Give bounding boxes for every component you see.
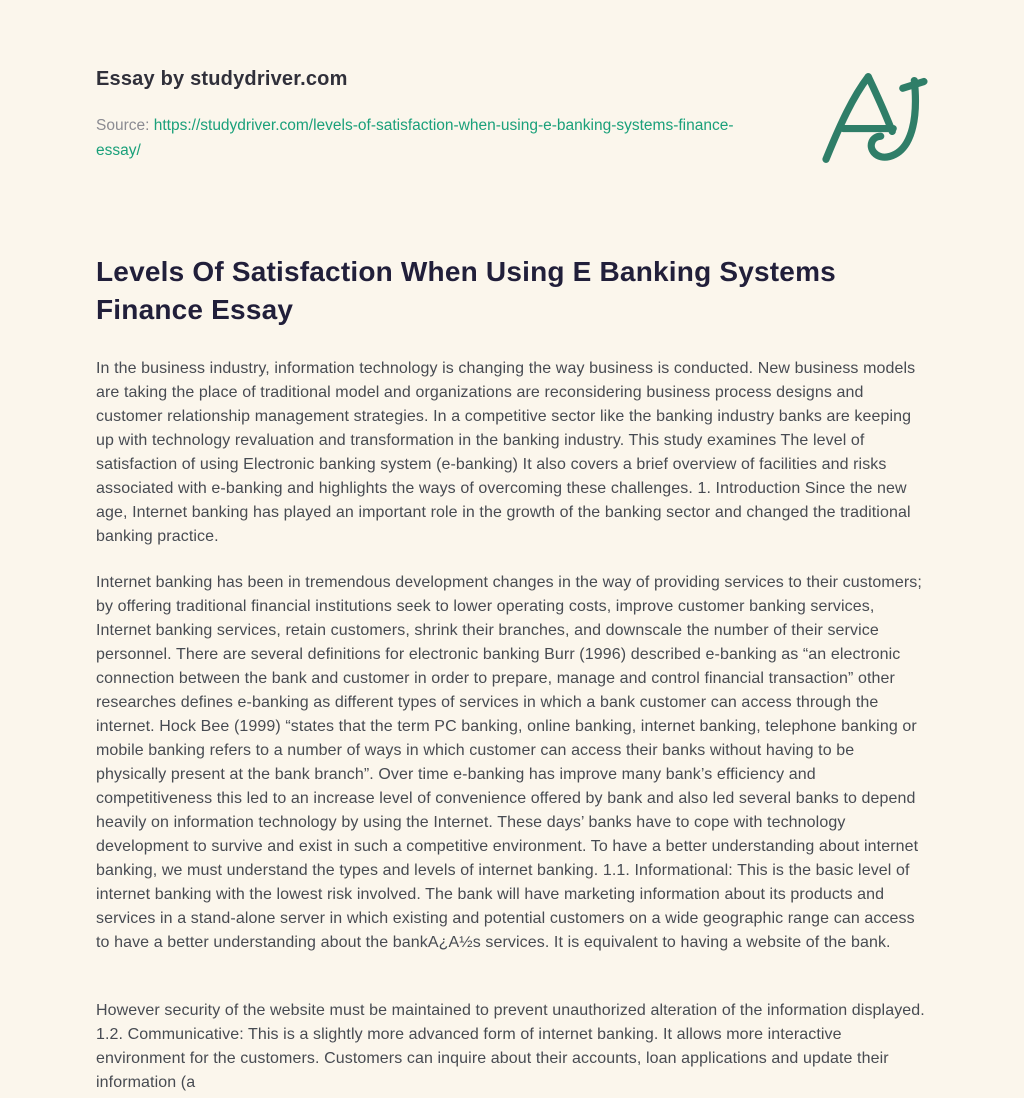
- essay-main: [96, 253, 928, 1095]
- source-link[interactable]: https://studydriver.com/levels-of-satisfaction-when-using-e-banking-systems-finance-essay/: [96, 117, 734, 160]
- header: [96, 0, 928, 163]
- source-line: [96, 113, 741, 163]
- studydriver-logo: [820, 70, 928, 166]
- essay-paragraph: In the business industry, information technology is changing the way business is conducted. New business models are taking the place of traditional model and organizations are reconsidering business process designs and customer relationship management strategies. In a competitive sector like the banking industry banks are keeping up with technology revaluation and transformation in the banking industry. This study examines The level of satisfaction of using Electronic banking system (e-banking) It also covers a brief overview of facilities and risks associated with e-banking and highlights the ways of overcoming these challenges. 1. Introduction Since the new age, Internet banking has played an important role in the growth of the banking sector and changed the traditional banking practice.: [96, 360, 916, 546]
- essay-body: [96, 357, 928, 1095]
- essay-title: Levels Of Satisfaction When Using E Banking Systems Finance Essay: [96, 256, 836, 326]
- studydriver-logo-icon: [820, 70, 928, 166]
- essay-paragraph: Internet banking has been in tremendous development changes in the way of providing services to their customers; by offering traditional financial institutions seek to lower operating costs, improve customer banking services, Internet banking services, retain customers, shrink their branches, and downscale the number of their service personnel. There are several definitions for electronic banking Burr (1996) described e-banking as “an electronic connection between the bank and customer in order to prepare, manage and control financial transaction” other researches defines e-banking as different types of services in which a bank customer can access through the internet. Hock Bee (1999) “states that the term PC banking, online banking, internet banking, telephone banking or mobile banking refers to a number of ways in which customer can access their banks without having to be physically present at the bank branch”. Over time e-banking has improve many bank’s efficiency and competitiveness this led to an increase level of convenience offered by bank and also led several banks to depend heavily on information technology by using the Internet. These days’ banks have to cope with technology development to survive and exist in such a competitive environment. To have a better understanding about internet banking, we must understand the types and levels of internet banking. 1.1. Informational: This is the basic level of internet banking with the lowest risk involved. The bank will have marketing information about its products and services in a stand-alone server in which existing and potential customers on a wide geographic range can access to have a better understanding about the bankA¿A½s services. It is equivalent to having a website of the bank.: [96, 574, 922, 952]
- byline: Essay by studydriver.com: [96, 68, 348, 90]
- essay-paragraph: However security of the website must be maintained to prevent unauthorized alteration of the information displayed. 1.2. Communicative: This is a slightly more advanced form of internet banking. It allows more interactive environment for the customers. Customers can inquire about their accounts, loan applications and update their information (a: [96, 1002, 925, 1092]
- source-label: Source:: [96, 117, 150, 134]
